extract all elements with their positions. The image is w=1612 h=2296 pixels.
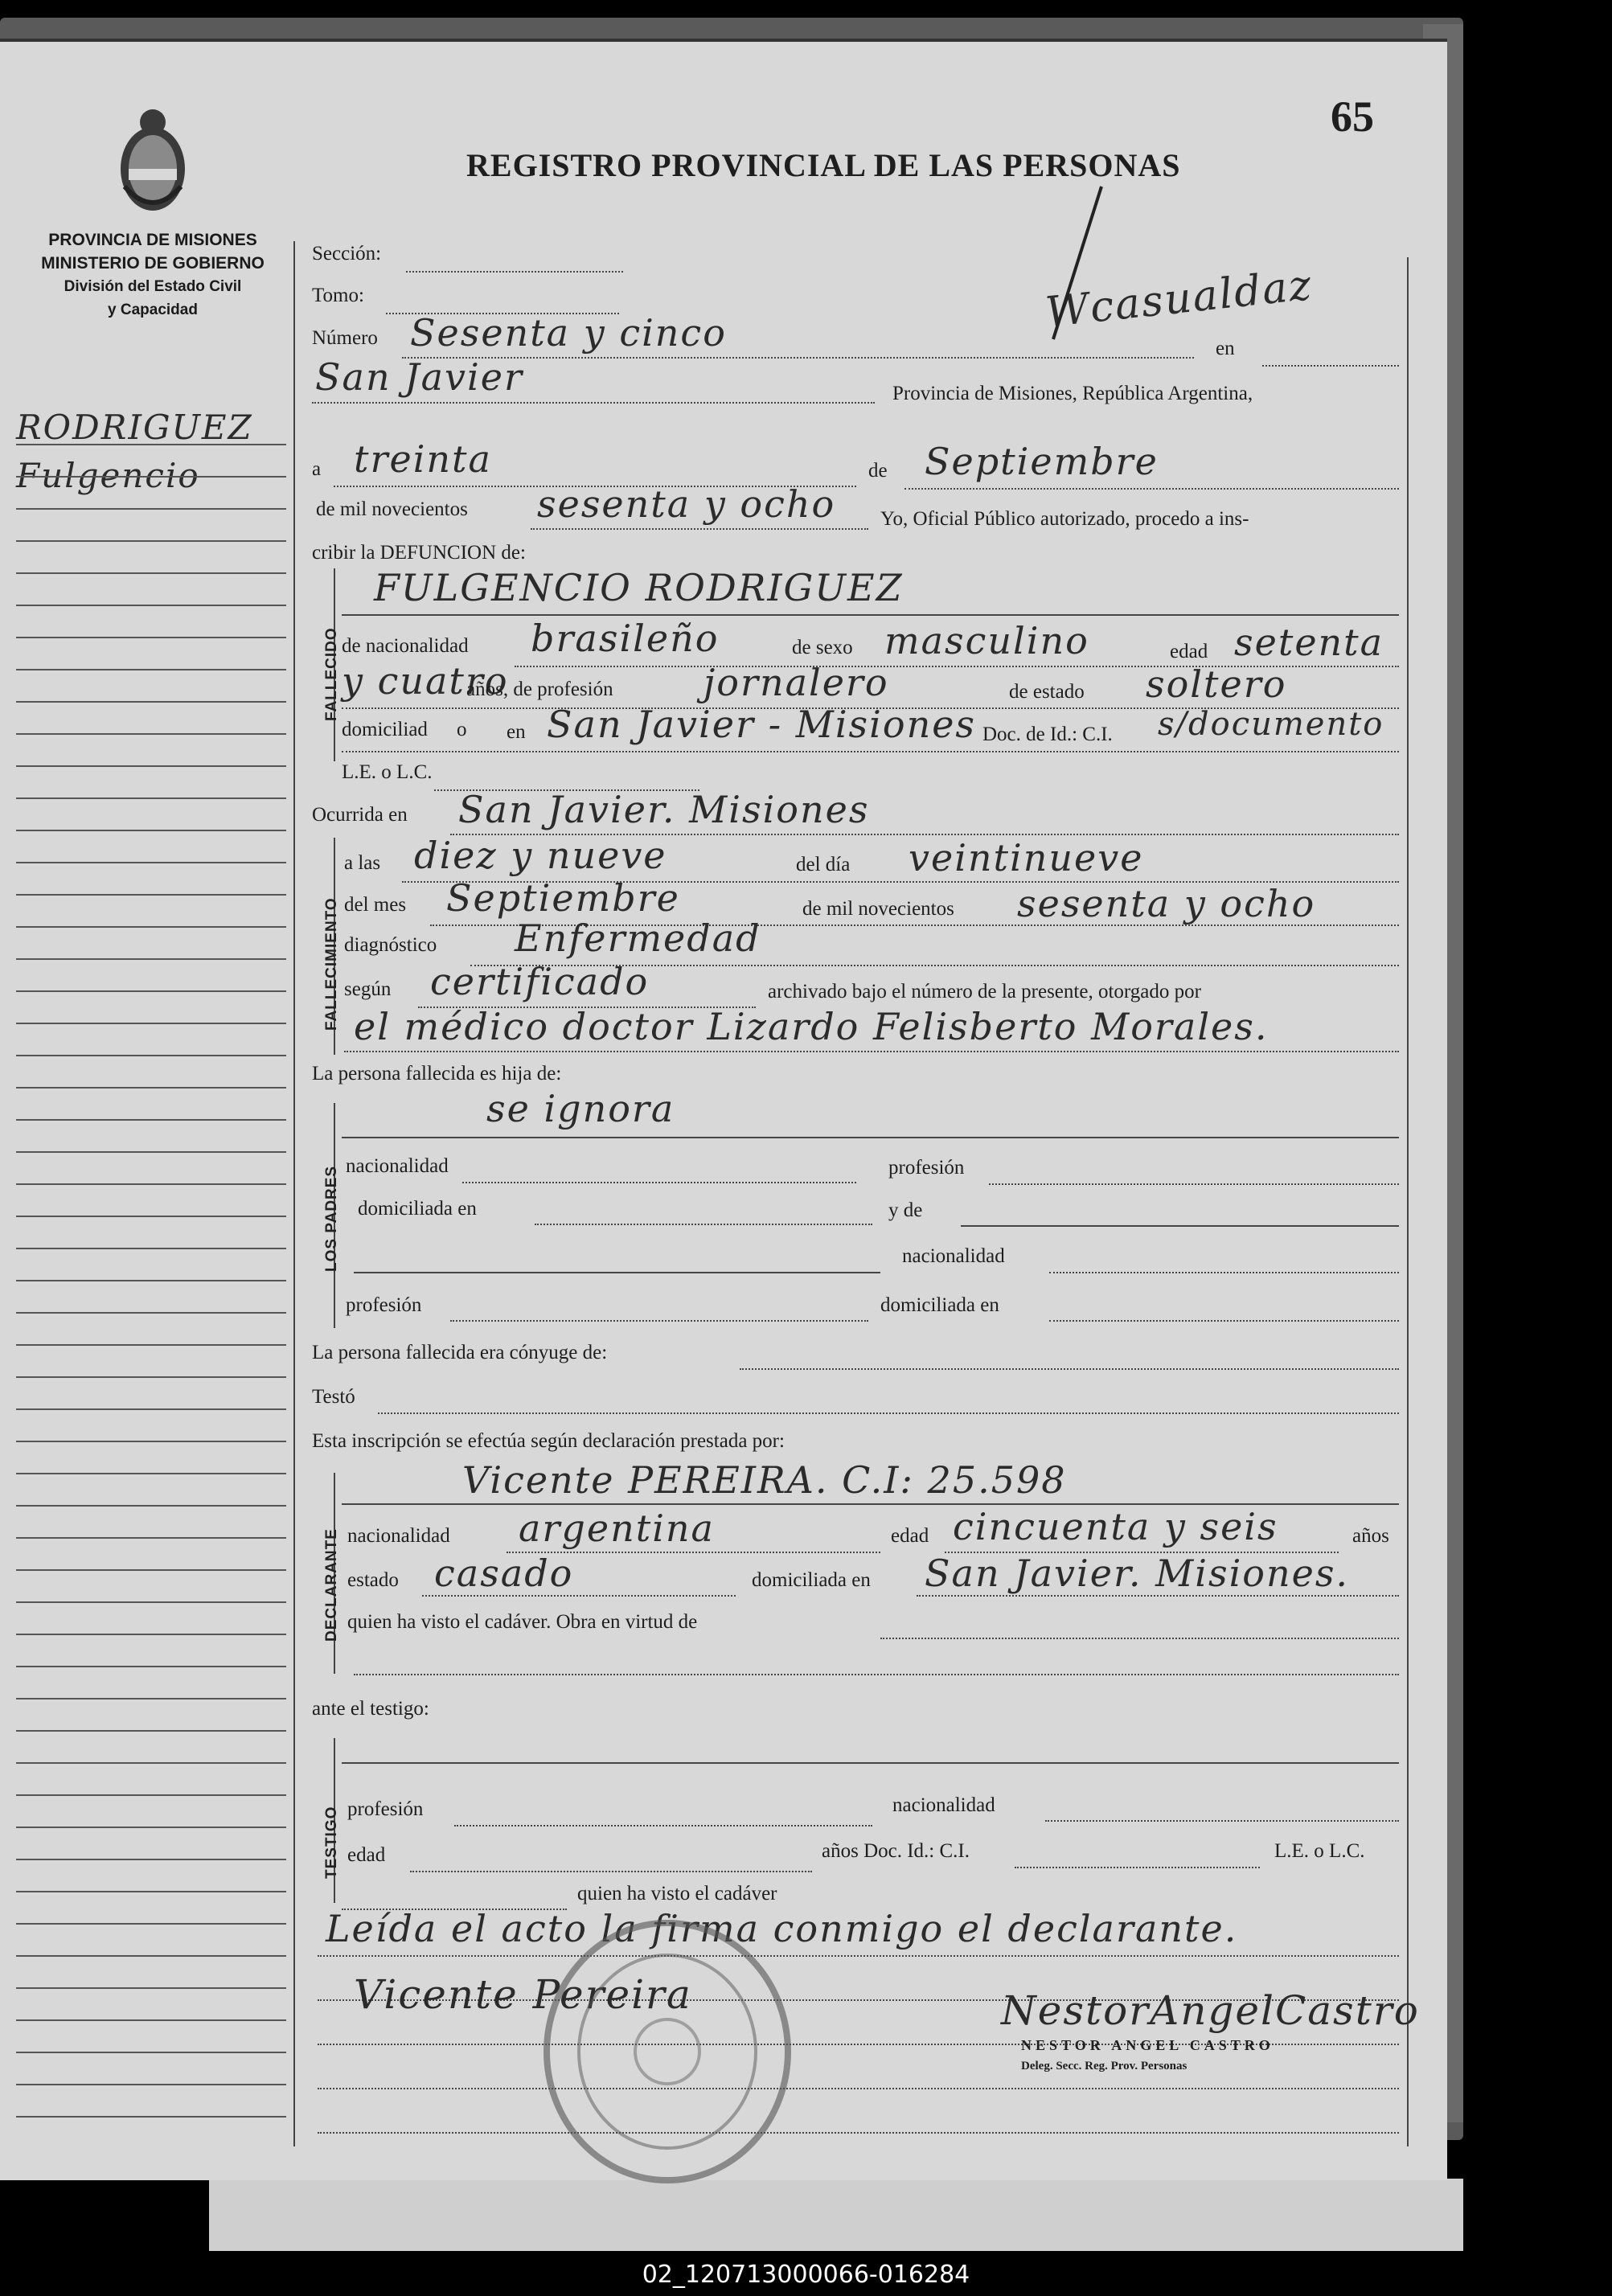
field-testigo-profesion xyxy=(454,1825,872,1827)
margin-rule-line xyxy=(16,1698,286,1699)
label-mil-novecientos-2: de mil novecientos xyxy=(802,898,954,920)
label-a-las: a las xyxy=(344,852,381,874)
field-decl-domicilio xyxy=(917,1595,1399,1597)
page-number: 65 xyxy=(1331,92,1374,141)
value-mes-fallecimiento: Septiembre xyxy=(446,876,680,920)
label-tomo: Tomo: xyxy=(312,285,364,306)
label-segun: según xyxy=(344,978,392,1000)
label-y-de: y de xyxy=(888,1199,923,1221)
margin-rule-line xyxy=(16,1762,286,1764)
value-padres: se ignora xyxy=(486,1087,675,1130)
field-madre xyxy=(961,1225,1399,1227)
field-padre-nacionalidad xyxy=(462,1182,856,1183)
margin-rule-line xyxy=(16,1248,286,1249)
margin-rule-line xyxy=(16,830,286,831)
field-nombre xyxy=(342,614,1399,616)
label-diagnostico: diagnóstico xyxy=(344,934,437,956)
margin-rule-line xyxy=(16,1441,286,1442)
margin-rule-line xyxy=(16,2116,286,2118)
margin-rule-line xyxy=(16,1987,286,1989)
value-domicilio: San Javier - Misiones xyxy=(547,703,977,746)
value-anio-fallecimiento: sesenta y ocho xyxy=(1017,882,1316,925)
value-lugar: San Javier xyxy=(315,355,523,399)
label-archivado: archivado bajo el número de la presente, otorgado por xyxy=(768,981,1201,1002)
value-ocurrida: San Javier. Misiones xyxy=(458,788,870,831)
margin-rule-line xyxy=(16,1569,286,1571)
field-padre-domicilio xyxy=(535,1224,872,1225)
field-testo xyxy=(378,1412,1399,1414)
margin-rule-line xyxy=(16,958,286,960)
value-diagnostico: Enfermedad xyxy=(515,916,761,960)
value-decl-nacionalidad: argentina xyxy=(519,1507,715,1550)
field-padre-profesion xyxy=(989,1183,1399,1185)
label-le-lc: L.E. o L.C. xyxy=(342,761,433,783)
value-mes: Septiembre xyxy=(925,440,1159,483)
margin-rule-line xyxy=(16,1376,286,1378)
value-segun: certificado xyxy=(430,960,650,1003)
value-numero: Sesenta y cinco xyxy=(410,311,727,355)
label-decl-nacionalidad: nacionalidad xyxy=(347,1525,450,1547)
official-signature-top: Wcasualdaz xyxy=(1043,260,1315,338)
field-anio xyxy=(531,528,868,530)
label-ante-testigo: ante el testigo: xyxy=(312,1698,429,1720)
signature-oficial: NestorAngelCastro xyxy=(1001,1987,1420,2034)
margin-rule-line xyxy=(16,1473,286,1474)
field-testigo-nacionalidad xyxy=(1045,1820,1399,1822)
field-testigo-doc xyxy=(1015,1867,1260,1868)
value-medico: el médico doctor Lizardo Felisberto Morales. xyxy=(354,1005,1269,1048)
issuing-authority xyxy=(16,228,289,322)
field-testigo xyxy=(342,1762,1399,1764)
authority-province: PROVINCIA DE MISIONES xyxy=(48,231,257,249)
label-decl-edad: edad xyxy=(891,1525,929,1547)
margin-rule-line xyxy=(16,1344,286,1346)
field-conyuge xyxy=(740,1368,1399,1370)
margin-rule-line xyxy=(16,894,286,896)
margin-rule-line xyxy=(16,1280,286,1281)
value-decl-domicilio: San Javier. Misiones. xyxy=(925,1552,1350,1595)
form-right-border xyxy=(1407,257,1409,2146)
margin-rule-line xyxy=(16,2019,286,2021)
field-lugar xyxy=(312,402,875,404)
label-domiciliad: domiciliad xyxy=(342,719,428,740)
margin-rule-line xyxy=(16,476,286,478)
label-decl-estado: estado xyxy=(347,1569,399,1591)
authority-ministry: MINISTERIO DE GOBIERNO xyxy=(41,254,265,273)
value-domicilio-suffix: o xyxy=(457,719,467,740)
margin-rule-line xyxy=(16,1666,286,1667)
margin-rule-line xyxy=(16,1216,286,1217)
certificate-page xyxy=(0,39,1447,2180)
value-nacionalidad: brasileño xyxy=(531,617,720,660)
margin-rule-line xyxy=(16,1634,286,1635)
value-estado: soltero xyxy=(1146,662,1287,706)
value-anio: sesenta y ocho xyxy=(537,482,836,526)
signature-stroke-icon xyxy=(1045,182,1110,343)
field-leido-4 xyxy=(318,2088,1399,2089)
margin-rule-line xyxy=(16,605,286,606)
margin-rule-line xyxy=(16,990,286,992)
margin-rule-line xyxy=(16,444,286,445)
scan-filename-footer: 02_120713000066-016284 xyxy=(642,2261,970,2289)
label-anos-profesion: años, de profesión xyxy=(466,679,613,700)
value-doc: s/documento xyxy=(1158,706,1384,743)
margin-rule-line xyxy=(16,508,286,510)
label-provincia: Provincia de Misiones, República Argentina, xyxy=(892,383,1253,404)
margin-rule-line xyxy=(16,1151,286,1153)
authority-capacity: y Capacidad xyxy=(108,301,198,318)
value-edad-b: y cuatro xyxy=(342,659,509,703)
stamp-official-name: NESTOR ANGEL CASTRO xyxy=(1021,2037,1274,2053)
margin-rule-line xyxy=(16,637,286,638)
margin-rule-line xyxy=(16,1119,286,1121)
label-del-mes: del mes xyxy=(344,894,407,916)
margin-rule-line xyxy=(16,1955,286,1957)
value-nombre: FULGENCIO RODRIGUEZ xyxy=(374,566,904,609)
page-below xyxy=(209,2179,1463,2251)
label-de-mil-novecientos: de mil novecientos xyxy=(316,498,468,520)
margin-rule-line xyxy=(16,701,286,703)
margin-rule-line xyxy=(16,1408,286,1410)
margin-rule-line xyxy=(16,733,286,735)
label-domicilio-en: en xyxy=(507,721,526,743)
label-padre-domiciliada: domiciliada en xyxy=(358,1198,477,1220)
label-edad: edad xyxy=(1170,641,1208,662)
field-domicilio-row xyxy=(342,751,1399,752)
value-dia: treinta xyxy=(354,437,492,481)
label-conyuge: La persona fallecida era cónyuge de: xyxy=(312,1342,608,1363)
label-testo: Testó xyxy=(312,1386,355,1408)
side-label-declarante: DECLARANTE xyxy=(323,1528,340,1642)
margin-rule-line xyxy=(16,1730,286,1732)
margin-rule-line xyxy=(16,1794,286,1796)
field-seccion xyxy=(406,271,623,273)
margin-rule-line xyxy=(16,1087,286,1089)
label-decl-anos: años xyxy=(1352,1525,1389,1547)
label-sexo: de sexo xyxy=(792,637,853,658)
field-padre xyxy=(342,1137,1399,1138)
label-madre-profesion: profesión xyxy=(346,1294,422,1316)
margin-rule-line xyxy=(16,1891,286,1892)
value-hora: diez y nueve xyxy=(414,834,667,877)
margin-rule-line xyxy=(16,669,286,670)
margin-rule-line xyxy=(16,2052,286,2053)
label-testigo-le-lc: L.E. o L.C. xyxy=(1274,1840,1365,1862)
field-decl-estado xyxy=(422,1595,736,1597)
label-testigo-anos-doc: años Doc. Id.: C.I. xyxy=(822,1840,970,1862)
margin-rule-line xyxy=(16,1183,286,1185)
margin-divider xyxy=(293,241,295,2146)
field-obra-virtud xyxy=(880,1638,1399,1639)
field-madre-cont xyxy=(354,1272,880,1273)
label-en: en xyxy=(1216,338,1235,359)
label-testigo-nacionalidad: nacionalidad xyxy=(892,1794,995,1816)
margin-rule-line xyxy=(16,797,286,799)
field-madre-domicilio xyxy=(1049,1320,1399,1322)
field-en xyxy=(1262,365,1399,367)
label-inscribir: cribir la DEFUNCION de: xyxy=(312,542,526,564)
field-madre-profesion xyxy=(450,1320,868,1322)
field-obra-virtud-cont xyxy=(354,1674,1399,1675)
margin-rule-line xyxy=(16,1023,286,1024)
label-padre-nacionalidad: nacionalidad xyxy=(346,1155,449,1177)
value-edad-a: setenta xyxy=(1234,621,1384,664)
label-madre-domiciliada: domiciliada en xyxy=(880,1294,999,1316)
label-seccion: Sección: xyxy=(312,243,382,264)
margin-rule-line xyxy=(16,765,286,767)
label-oficial: Yo, Oficial Público autorizado, procedo a ins- xyxy=(880,508,1249,530)
field-medico xyxy=(344,1051,1399,1052)
value-decl-estado: casado xyxy=(434,1552,574,1595)
label-a: a xyxy=(312,458,322,480)
label-de: de xyxy=(868,460,888,482)
label-declaracion: Esta inscripción se efectúa según declaración prestada por: xyxy=(312,1430,785,1452)
label-estado: de estado xyxy=(1009,681,1085,703)
field-leido xyxy=(318,1955,1399,1957)
field-leido-5 xyxy=(318,2132,1399,2134)
margin-rule-line xyxy=(16,1537,286,1539)
value-declarante: Vicente PEREIRA. C.I: 25.598 xyxy=(462,1458,1067,1502)
label-ocurrida: Ocurrida en xyxy=(312,804,408,826)
signature-declarante: Vicente Pereira xyxy=(354,1971,692,2018)
margin-rule-line xyxy=(16,1827,286,1828)
margin-rule-line xyxy=(16,1055,286,1056)
side-label-los-padres: LOS PADRES xyxy=(323,1165,340,1272)
label-hija-de: La persona fallecida es hija de: xyxy=(312,1063,562,1084)
value-leido: Leída el acto la firma conmigo el declarante. xyxy=(326,1907,1238,1950)
page-title: REGISTRO PROVINCIAL DE LAS PERSONAS xyxy=(466,147,1181,183)
margin-rule-line xyxy=(16,926,286,928)
label-del-dia: del día xyxy=(796,854,851,875)
margin-rule-line xyxy=(16,1859,286,1860)
field-madre-nacionalidad xyxy=(1049,1272,1399,1273)
side-label-fallecimiento: FALLECIMIENTO xyxy=(323,897,340,1031)
label-numero: Número xyxy=(312,327,378,349)
margin-rule-line xyxy=(16,1505,286,1507)
official-seal-icon xyxy=(539,1915,796,2188)
label-testigo-edad: edad xyxy=(347,1844,386,1866)
margin-rule-line xyxy=(16,1312,286,1314)
side-label-fallecido: FALLECIDO xyxy=(323,627,340,721)
label-nacionalidad: de nacionalidad xyxy=(342,635,469,657)
label-decl-domiciliada: domiciliada en xyxy=(752,1569,871,1591)
margin-rule-line xyxy=(16,2084,286,2085)
margin-rule-line xyxy=(16,572,286,574)
field-mes xyxy=(904,488,1399,490)
label-testigo-profesion: profesión xyxy=(347,1798,424,1820)
margin-rule-line xyxy=(16,1923,286,1925)
label-quien-cadaver-2: quien ha visto el cadáver xyxy=(577,1883,777,1904)
field-testigo-edad xyxy=(410,1871,812,1872)
margin-rule-line xyxy=(16,862,286,863)
label-quien-cadaver: quien ha visto el cadáver. Obra en virtud de xyxy=(347,1611,698,1633)
label-madre-nacionalidad: nacionalidad xyxy=(902,1245,1005,1267)
margin-surname: RODRIGUEZ xyxy=(16,408,253,447)
label-doc-id: Doc. de Id.: C.I. xyxy=(982,724,1113,745)
margin-rule-line xyxy=(16,1601,286,1603)
value-dia-fallecimiento: veintinueve xyxy=(909,836,1144,879)
authority-division: División del Estado Civil xyxy=(64,278,242,295)
margin-given-name: Fulgencio xyxy=(16,456,200,495)
stamp-official-role: Deleg. Secc. Reg. Prov. Personas xyxy=(1021,2060,1187,2073)
value-profesion: jornalero xyxy=(703,661,889,704)
label-padre-profesion: profesión xyxy=(888,1157,965,1179)
coat-of-arms-icon xyxy=(109,98,197,219)
side-label-testigo: TESTIGO xyxy=(323,1806,340,1879)
value-decl-edad: cincuenta y seis xyxy=(953,1505,1278,1548)
value-sexo: masculino xyxy=(884,619,1089,662)
margin-rule-line xyxy=(16,540,286,542)
